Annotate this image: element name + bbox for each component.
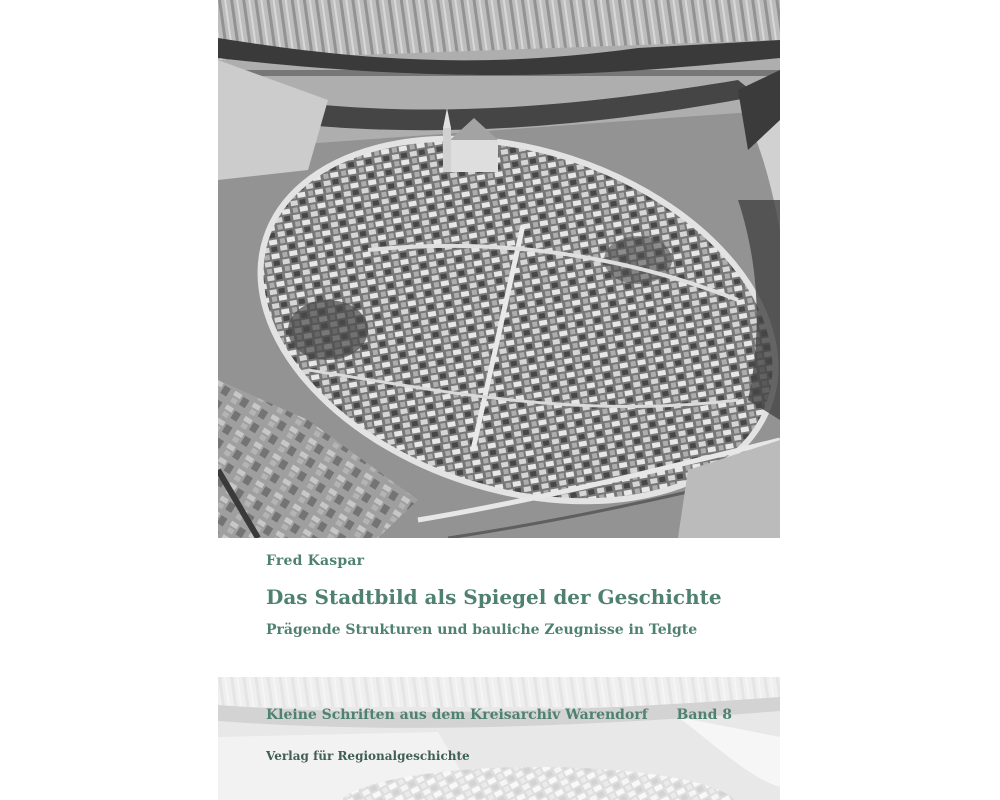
aerial-photo <box>218 0 780 538</box>
publisher-name: Verlag für Regionalgeschichte <box>266 749 470 763</box>
series-name: Kleine Schriften aus dem Kreisarchiv Warendorf <box>266 707 648 723</box>
book-cover <box>218 0 780 800</box>
author-name: Fred Kaspar <box>266 553 365 569</box>
book-title: Das Stadtbild als Spiegel der Geschichte <box>266 585 722 609</box>
book-subtitle: Prägende Strukturen und bauliche Zeugnisse in Telgte <box>266 622 698 638</box>
faded-background-photo <box>218 677 780 800</box>
volume-number: Band 8 <box>676 707 732 723</box>
